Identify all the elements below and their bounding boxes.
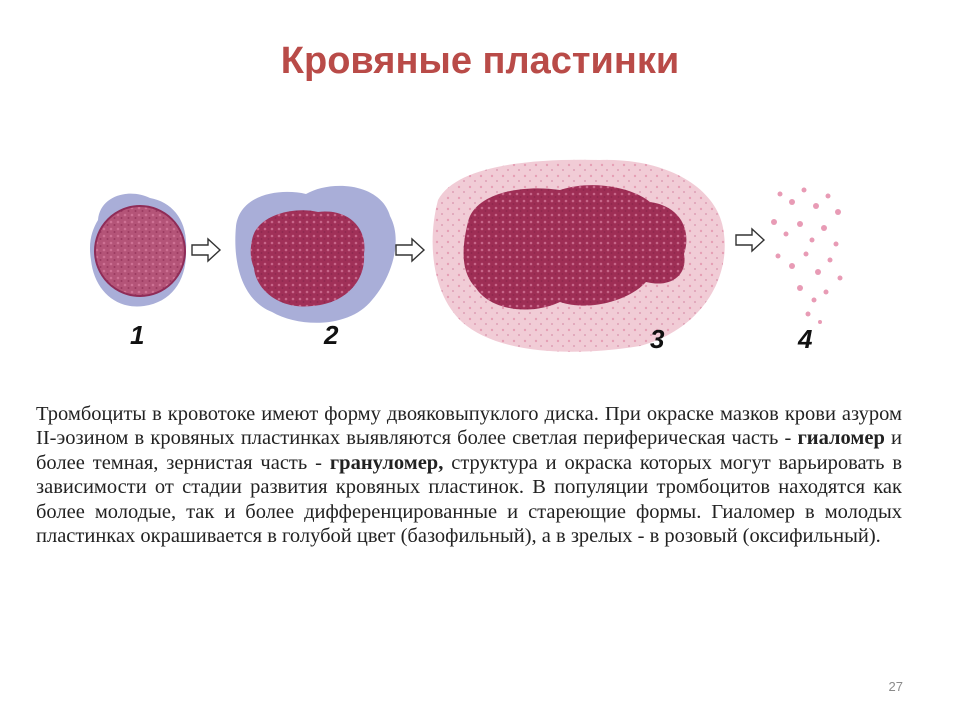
text-segment: Тромбоциты в кровотоке имеют форму двояковыпуклого диска. При окраске мазков крови азуром II-эозином в кровяных пластинках выявляются более светлая периферическая часть - (36, 403, 902, 450)
platelets-stage-4 (771, 188, 843, 325)
stage-label-2: 2 (324, 320, 339, 350)
body-paragraph (36, 402, 902, 548)
stage-label-3: 3 (650, 324, 665, 354)
arrow-1 (192, 239, 220, 261)
term-hyalomere: гиаломер (797, 427, 885, 450)
term-granulomere: грануломер, (329, 451, 444, 474)
megakaryocyte-development-figure (60, 150, 880, 360)
stage-label-4: 4 (798, 324, 813, 354)
page-number: 27 (888, 679, 903, 694)
text-segment: и более темная, зернистая часть - (36, 427, 902, 474)
cell-stage-2 (235, 186, 395, 323)
slide-title: Кровяные пластинки (280, 40, 680, 82)
text-segment: структура и окраска которых могут варьировать в зависимости от стадии развития кровяных пластинок. В популяции тромбоцитов находятся как более молодые, так и более дифференцированные и стареющие формы. Гиаломер в молодых пластинках окрашивается в голубой цвет (базофильный), а в зрелых - в розовый (оксифильный). (36, 451, 903, 548)
arrow-3 (736, 229, 764, 251)
cell-stage-1 (90, 194, 186, 307)
stage-label-1: 1 (130, 320, 145, 350)
cell-stage-3 (433, 160, 725, 352)
arrow-2 (396, 239, 424, 261)
